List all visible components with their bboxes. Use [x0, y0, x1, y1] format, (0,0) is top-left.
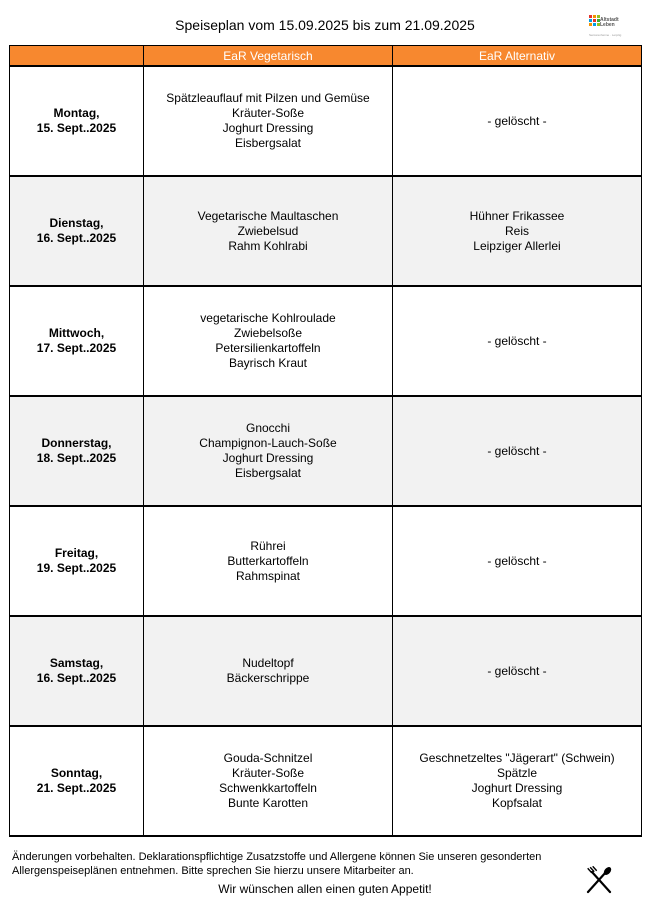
alternative-dish-item: Joghurt Dressing [471, 781, 563, 795]
vegetarian-dish-item: Butterkartoffeln [227, 553, 309, 568]
day-cell [10, 176, 144, 286]
vegetarian-dish-item: Eisbergsalat [234, 136, 302, 150]
menu-header-row [10, 46, 642, 67]
day-date: 17. Sept..2025 [36, 341, 117, 355]
day-name: Donnerstag, [41, 436, 112, 450]
day-row [10, 396, 642, 506]
vegetarian-dish-item: Gnocchi [245, 421, 291, 435]
page-title: Speiseplan vom 15.09.2025 bis zum 21.09.2025 [175, 17, 475, 33]
vegetarian-dish-item: Spätzleauflauf mit Pilzen und Gemüse [166, 91, 370, 105]
alternative-dish-item: - gelöscht - [487, 443, 547, 458]
day-cell [10, 286, 144, 396]
day-name: Samstag, [49, 656, 104, 670]
logo-text: Altstadt Leben [600, 17, 619, 28]
vegetarian-dish-item: Gouda-Schnitzel [223, 751, 313, 765]
alternative-dish-item: Geschnetzeltes "Jägerart" (Schwein) [419, 751, 615, 765]
column-header-vegetarian: EaR Vegetarisch [144, 46, 393, 67]
day-name: Montag, [53, 106, 100, 120]
column-header-alternative: EaR Alternativ [393, 46, 642, 67]
day-cell [10, 506, 144, 616]
day-date: 19. Sept..2025 [36, 561, 117, 575]
alternative-menu-cell [393, 176, 642, 286]
vegetarian-dish-item: Bayrisch Kraut [228, 356, 308, 370]
menu-body [10, 66, 642, 836]
vegetarian-dish-item: Rahmspinat [235, 568, 301, 583]
vegetarian-dish-item: Bäckerschrippe [226, 671, 310, 685]
alternative-dish-item: Spätzle [496, 766, 538, 780]
footer-greeting: Wir wünschen allen einen guten Appetit! [218, 882, 432, 896]
day-date: 16. Sept..2025 [36, 671, 117, 685]
day-row [10, 616, 642, 726]
alternative-menu-cell [393, 66, 642, 176]
day-row [10, 506, 642, 616]
alternative-dish-item: - gelöscht - [487, 553, 547, 568]
vegetarian-menu-cell [144, 66, 393, 176]
alternative-menu-cell [393, 506, 642, 616]
vegetarian-dish-item: Rührei [250, 538, 286, 553]
day-name: Mittwoch, [48, 326, 105, 340]
day-cell [10, 616, 144, 726]
day-date: 21. Sept..2025 [36, 781, 117, 795]
logo [589, 15, 629, 39]
day-name: Freitag, [54, 546, 99, 560]
day-row [10, 66, 642, 176]
vegetarian-dish-item: Eisbergsalat [234, 466, 302, 480]
alternative-dish-item: - gelöscht - [487, 333, 547, 348]
footer-note: Änderungen vorbehalten. Deklarationspflichtige Zusatzstoffe und Allergene können Sie unseren gesonderten Allergenspeiseplänen entnehmen. Bitte sprechen Sie hierzu unsere Mitarbeiter an. [12, 851, 542, 877]
vegetarian-dish-item: Zwiebelsud [237, 223, 299, 238]
vegetarian-dish-item: Zwiebelsoße [233, 326, 303, 340]
vegetarian-dish-item: Nudeltopf [242, 656, 294, 670]
vegetarian-menu-cell [144, 176, 393, 286]
vegetarian-menu-cell [144, 506, 393, 616]
vegetarian-dish-item: Joghurt Dressing [222, 121, 314, 135]
day-date: 18. Sept..2025 [36, 451, 117, 465]
cutlery-icon [584, 866, 614, 896]
vegetarian-dish-item: Vegetarische Maultaschen [197, 208, 339, 223]
vegetarian-dish-item: vegetarische Kohlroulade [200, 311, 336, 325]
day-name: Sonntag, [50, 766, 103, 780]
vegetarian-dish-item: Champignon-Lauch-Soße [199, 436, 337, 450]
alternative-dish-item: - gelöscht - [487, 113, 547, 128]
alternative-dish-item: Kopfsalat [491, 796, 543, 810]
alternative-menu-cell [393, 286, 642, 396]
day-date: 15. Sept..2025 [36, 121, 117, 135]
day-cell [10, 66, 144, 176]
vegetarian-dish-item: Joghurt Dressing [222, 451, 314, 465]
day-row [10, 726, 642, 836]
vegetarian-menu-cell [144, 286, 393, 396]
day-date: 16. Sept..2025 [36, 231, 117, 245]
vegetarian-dish-item: Kräuter-Soße [231, 106, 305, 120]
vegetarian-menu-cell [144, 726, 393, 836]
alternative-menu-cell [393, 726, 642, 836]
vegetarian-dish-item: Rahm Kohlrabi [228, 238, 308, 253]
alternative-menu-cell [393, 616, 642, 726]
logo-mark-icon [589, 15, 599, 31]
vegetarian-menu-cell [144, 396, 393, 506]
day-cell [10, 726, 144, 836]
vegetarian-dish-item: Kräuter-Soße [231, 766, 305, 780]
day-row [10, 286, 642, 396]
vegetarian-dish-item: Bunte Karotten [227, 796, 309, 810]
column-header-day [10, 46, 144, 67]
menu-table [9, 45, 642, 837]
vegetarian-menu-cell [144, 616, 393, 726]
day-name: Dienstag, [49, 216, 104, 230]
logo-subtext: Seniorenheime · Leipzig [589, 33, 622, 37]
day-row [10, 176, 642, 286]
day-cell [10, 396, 144, 506]
alternative-dish-item: - gelöscht - [487, 663, 547, 678]
alternative-dish-item: Leipziger Allerlei [473, 238, 561, 253]
vegetarian-dish-item: Schwenkkartoffeln [219, 781, 317, 795]
vegetarian-dish-item: Petersilienkartoffeln [215, 341, 321, 355]
alternative-menu-cell [393, 396, 642, 506]
alternative-dish-item: Reis [504, 223, 529, 238]
alternative-dish-item: Hühner Frikassee [469, 208, 565, 223]
